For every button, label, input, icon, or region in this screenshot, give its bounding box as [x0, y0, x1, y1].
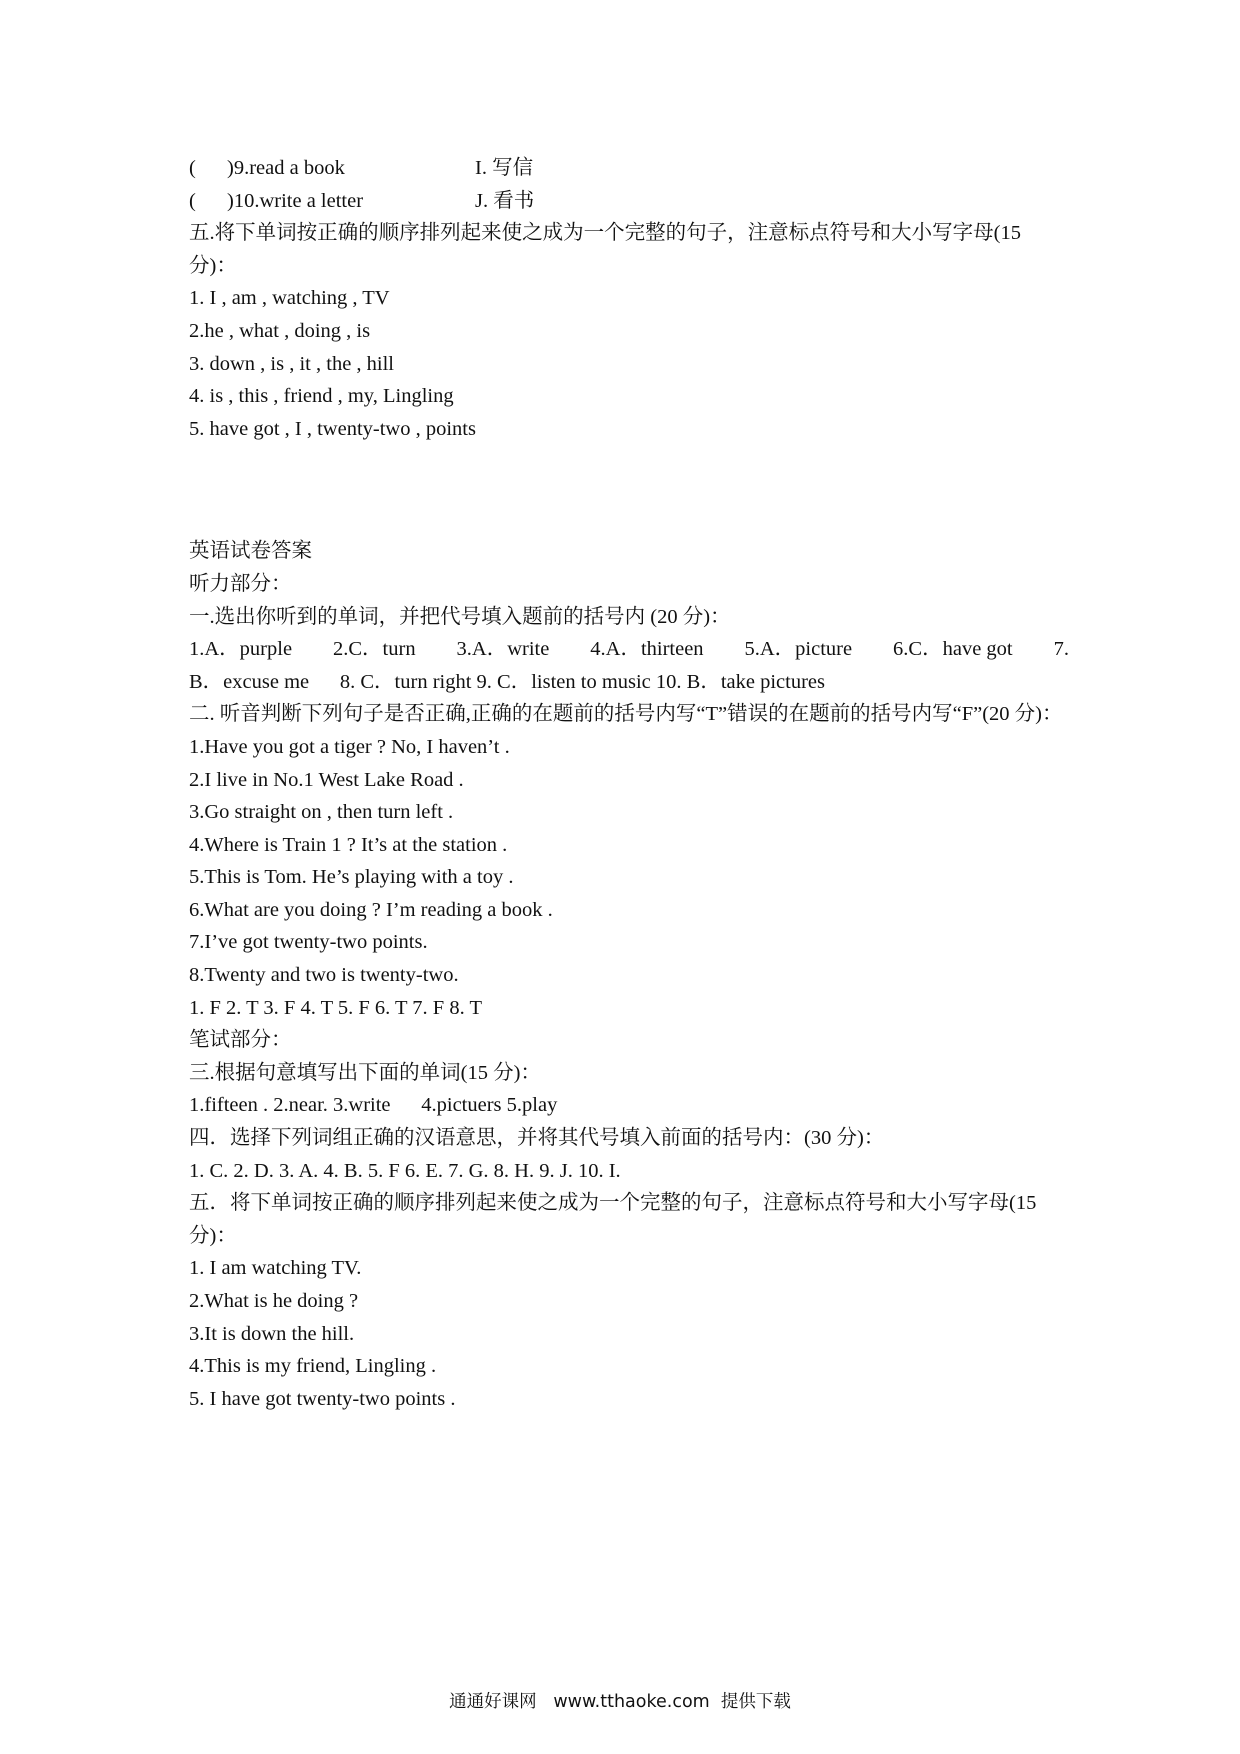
answers-part2-heading: 二. 听音判断下列句子是否正确,正确的在题前的括号内写“T”错误的在题前的括号内写“F”(20 分)： [189, 703, 1063, 726]
answers-part5-item-2: 2.What is he doing ? [189, 1290, 359, 1312]
written-label: 笔试部分： [189, 1029, 292, 1052]
matching-meaning: J. 看书 [475, 189, 535, 212]
document-body [189, 152, 1069, 1415]
spacer [189, 445, 1069, 535]
answers-part2-item-7: 7.I’ve got twenty-two points. [189, 931, 428, 954]
answers-part1-heading: 一.选出你听到的单词，并把代号填入题前的括号内 (20 分)： [189, 605, 731, 628]
answers-part1-line2: B．excuse me 8. C．turn right 9. C．listen to music 10. B．take pictures [189, 670, 825, 693]
listening-label: 听力部分： [189, 572, 292, 595]
answer-paren: ( [189, 157, 196, 179]
answers-part5-item-4: 4.This is my friend, Lingling . [189, 1355, 437, 1378]
answers-part2-item-6: 6.What are you doing ? I’m reading a book . [189, 898, 553, 921]
answers-part1-line1 [189, 633, 1069, 666]
section5-item-4: 4. is , this , friend , my, Lingling [189, 385, 454, 408]
section5-heading: 五.将下单词按正确的顺序排列起来使之成为一个完整的句子，注意标点符号和大小写字母(15 分)： [189, 222, 1021, 277]
matching-row-10 [189, 185, 1069, 218]
answers-part3-key: 1.fifteen . 2.near. 3.write 4.pictuers 5.play [189, 1094, 558, 1117]
section5-item-5: 5. have got , I , twenty-two , points [189, 417, 476, 440]
answers-part2-key: 1. F 2. T 3. F 4. T 5. F 6. T 7. F 8. T [189, 996, 482, 1019]
answers-part5-heading: 五．将下单词按正确的顺序排列起来使之成为一个完整的句子，注意标点符号和大小写字母(15 分)： [189, 1192, 1037, 1247]
section5-item-3: 3. down , is , it , the , hill [189, 352, 394, 375]
answers-part2-item-5: 5.This is Tom. He’s playing with a toy . [189, 866, 514, 889]
answers-part4-key: 1. C. 2. D. 3. A. 4. B. 5. F 6. E. 7. G. 8. H. 9. J. 10. I. [189, 1159, 621, 1182]
answers-part2-item-3: 3.Go straight on , then turn left . [189, 801, 454, 824]
answers-part4-heading: 四．选择下列词组正确的汉语意思，并将其代号填入前面的括号内：(30 分)： [189, 1127, 885, 1150]
answers-part5-item-1: 1. I am watching TV. [189, 1257, 362, 1280]
section5-item-2: 2.he , what , doing , is [189, 319, 371, 342]
matching-item: )9.read a book [227, 157, 345, 179]
answers-title: 英语试卷答案 [189, 540, 312, 563]
answer-2: 2.C．turn [333, 638, 416, 661]
matching-row-9 [189, 152, 1069, 185]
answer-4: 4.A．thirteen [590, 638, 704, 661]
matching-meaning: I. 写信 [475, 157, 534, 179]
answer-7-number: 7. [1053, 638, 1069, 661]
matching-item: )10.write a letter [227, 189, 364, 212]
answers-part5-item-5: 5. I have got twenty-two points . [189, 1387, 456, 1410]
page-footer: 通通好课网 www.tthaoke.com 提供下载 [449, 1692, 791, 1712]
answers-part2-item-2: 2.I live in No.1 West Lake Road . [189, 768, 464, 791]
answer-5: 5.A．picture [744, 638, 853, 661]
answers-part2-item-4: 4.Where is Train 1 ? It’s at the station . [189, 833, 508, 856]
answers-part3-heading: 三.根据句意填写出下面的单词(15 分)： [189, 1061, 541, 1084]
answers-part2-item-8: 8.Twenty and two is twenty-two. [189, 964, 459, 987]
answer-6: 6.C．have got [893, 638, 1013, 661]
answer-paren: ( [189, 189, 196, 212]
answers-part5-item-3: 3.It is down the hill. [189, 1322, 355, 1345]
answers-part2-item-1: 1.Have you got a tiger ? No, I haven’t . [189, 735, 510, 758]
answer-1: 1.A．purple [189, 638, 293, 661]
section5-item-1: 1. I , am , watching , TV [189, 287, 390, 310]
answer-3: 3.A．write [456, 638, 550, 661]
